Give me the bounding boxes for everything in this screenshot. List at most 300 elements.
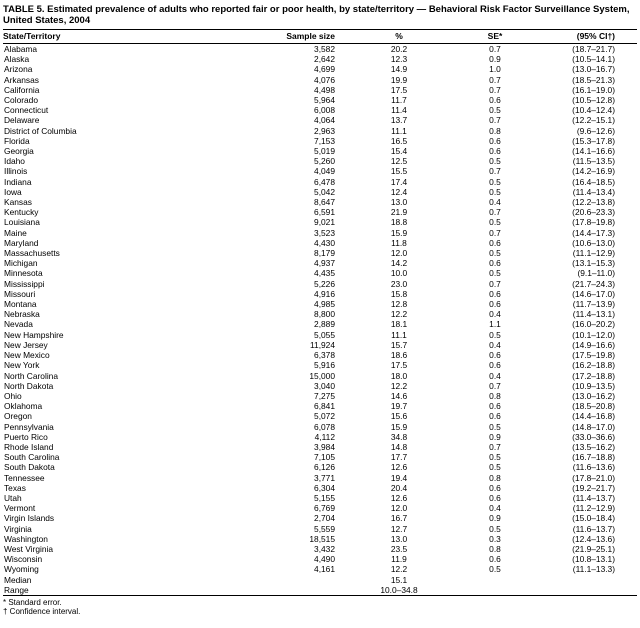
cell-standard-error: 0.6 — [489, 350, 501, 361]
cell-percent: 15.8 — [390, 288, 408, 299]
cell-confidence-interval: (9.1–11.0) — [577, 268, 615, 279]
cell-sample-size: 5,042 — [314, 186, 335, 197]
cell-state: Florida — [4, 135, 30, 146]
table-row — [3, 299, 637, 309]
cell-confidence-interval: (12.4–13.6) — [572, 533, 615, 544]
cell-sample-size: 2,889 — [314, 319, 335, 330]
cell-sample-size: 2,642 — [314, 54, 335, 65]
cell-standard-error: 0.8 — [489, 125, 501, 136]
table-row — [3, 411, 637, 421]
cell-percent: 10.0 — [390, 268, 408, 279]
table-row — [3, 534, 637, 544]
cell-confidence-interval: (11.7–13.9) — [572, 299, 615, 310]
cell-percent: 12.8 — [390, 299, 408, 310]
cell-confidence-interval: (17.8–19.8) — [572, 217, 615, 228]
cell-confidence-interval: (33.0–36.6) — [572, 431, 615, 442]
cell-sample-size: 5,559 — [314, 523, 335, 534]
cell-sample-size: 4,161 — [314, 564, 335, 575]
table-row — [3, 75, 637, 85]
cell-state: Median — [4, 574, 32, 585]
cell-sample-size: 4,985 — [314, 299, 335, 310]
cell-sample-size: 7,275 — [314, 390, 335, 401]
cell-standard-error: 0.6 — [489, 135, 501, 146]
cell-percent: 17.4 — [390, 176, 408, 187]
table-row — [3, 136, 637, 146]
table-row — [3, 166, 637, 176]
table-row — [3, 95, 637, 105]
cell-sample-size: 6,841 — [314, 401, 335, 412]
cell-percent: 15.7 — [390, 339, 408, 350]
cell-percent: 17.5 — [390, 360, 408, 371]
cell-standard-error: 0.4 — [489, 370, 501, 381]
table-row — [3, 54, 637, 64]
cell-sample-size: 11,924 — [310, 339, 335, 350]
cell-percent: 11.1 — [391, 125, 407, 136]
cell-standard-error: 0.4 — [489, 503, 501, 514]
cell-percent: 20.2 — [390, 44, 408, 54]
table-row — [3, 513, 637, 523]
table-row — [3, 473, 637, 483]
table-row — [3, 217, 637, 227]
header-sample-size: Sample size — [259, 30, 335, 44]
cell-confidence-interval: (17.8–21.0) — [572, 472, 615, 483]
cell-standard-error: 0.5 — [489, 105, 501, 116]
cell-state: Tennessee — [4, 472, 45, 483]
cell-standard-error: 0.5 — [489, 176, 501, 187]
cell-percent: 14.2 — [390, 258, 408, 269]
cell-state: Massachusetts — [4, 248, 60, 259]
cell-percent: 11.9 — [391, 554, 407, 565]
cell-confidence-interval: (11.1–12.9) — [572, 248, 615, 259]
header-row — [3, 30, 637, 44]
cell-sample-size: 5,226 — [314, 278, 335, 289]
cell-percent: 21.9 — [390, 207, 408, 218]
cell-state: Louisiana — [4, 217, 40, 228]
table-row — [3, 432, 637, 442]
cell-state: Delaware — [4, 115, 40, 126]
cell-percent: 13.7 — [390, 115, 408, 126]
cell-state: Rhode Island — [4, 441, 54, 452]
table-row — [3, 207, 637, 217]
cell-sample-size: 6,304 — [314, 482, 335, 493]
table-row — [3, 381, 637, 391]
cell-confidence-interval: (18.5–21.3) — [572, 74, 615, 85]
cell-state: Connecticut — [4, 105, 49, 116]
cell-state: New Jersey — [4, 339, 48, 350]
cell-sample-size: 5,964 — [314, 95, 335, 106]
cell-standard-error: 0.5 — [489, 268, 501, 279]
cell-percent: 12.0 — [390, 503, 408, 514]
prevalence-table — [3, 29, 637, 596]
cell-sample-size: 5,260 — [314, 156, 335, 167]
table-row — [3, 268, 637, 278]
cell-confidence-interval: (13.0–16.7) — [572, 64, 615, 75]
header-confidence-interval: (95% CI†) — [527, 30, 637, 44]
cell-confidence-interval: (11.1–13.3) — [572, 564, 615, 575]
cell-state: Colorado — [4, 95, 38, 106]
table-row — [3, 177, 637, 187]
cell-state: Montana — [4, 299, 37, 310]
cell-sample-size: 3,771 — [314, 472, 335, 483]
cell-state: Kentucky — [4, 207, 39, 218]
cell-state: Oregon — [4, 411, 32, 422]
cell-sample-size: 6,769 — [314, 503, 335, 514]
cell-percent: 14.9 — [390, 64, 408, 75]
cell-sample-size: 4,076 — [314, 74, 335, 85]
table-row — [3, 228, 637, 238]
table-row — [3, 126, 637, 136]
table-row — [3, 197, 637, 207]
cell-percent: 12.2 — [390, 380, 408, 391]
table-row — [3, 115, 637, 125]
cell-confidence-interval: (10.8–13.1) — [572, 554, 615, 565]
cell-standard-error: 0.6 — [489, 554, 501, 565]
cell-standard-error: 0.5 — [489, 462, 501, 473]
cell-standard-error: 0.6 — [489, 258, 501, 269]
cell-standard-error: 0.6 — [489, 299, 501, 310]
cell-percent: 19.9 — [390, 74, 408, 85]
table-row — [3, 238, 637, 248]
cell-confidence-interval: (17.2–18.8) — [572, 370, 615, 381]
cell-standard-error: 0.5 — [489, 421, 501, 432]
cell-confidence-interval: (16.1–19.0) — [572, 84, 615, 95]
cell-sample-size: 7,105 — [314, 452, 335, 463]
cell-standard-error: 0.6 — [489, 411, 501, 422]
cell-standard-error: 0.5 — [489, 564, 501, 575]
cell-sample-size: 2,963 — [314, 125, 335, 136]
cell-sample-size: 4,064 — [314, 115, 335, 126]
cell-standard-error: 0.6 — [489, 401, 501, 412]
cell-sample-size: 8,800 — [314, 309, 335, 320]
cell-sample-size: 4,699 — [314, 64, 335, 75]
cell-confidence-interval: (14.4–17.3) — [572, 227, 615, 238]
cell-sample-size: 3,040 — [314, 380, 335, 391]
cell-state: Missouri — [4, 288, 36, 299]
cell-sample-size: 15,000 — [309, 370, 335, 381]
cell-confidence-interval: (16.2–18.8) — [572, 360, 615, 371]
cell-state: Mississippi — [4, 278, 45, 289]
cell-sample-size: 5,055 — [314, 329, 335, 340]
cell-confidence-interval: (13.1–15.3) — [572, 258, 615, 269]
cell-state: Maryland — [4, 237, 39, 248]
cell-percent: 16.5 — [390, 135, 408, 146]
cell-state: Virginia — [4, 523, 32, 534]
cell-percent: 18.8 — [390, 217, 408, 228]
cell-sample-size: 5,916 — [314, 360, 335, 371]
footnote-confidence-interval: † Confidence interval. — [3, 607, 81, 617]
cell-state: Michigan — [4, 258, 38, 269]
cell-state: North Dakota — [4, 380, 54, 391]
table-row — [3, 319, 637, 329]
cell-percent: 15.1 — [390, 574, 408, 585]
cell-percent: 15.6 — [390, 411, 408, 422]
cell-state: Minnesota — [4, 268, 43, 279]
cell-state: Washington — [4, 533, 48, 544]
cell-percent: 10.0–34.8 — [380, 584, 418, 595]
cell-confidence-interval: (10.5–12.8) — [572, 95, 615, 106]
cell-state: Ohio — [4, 390, 22, 401]
cell-confidence-interval: (16.4–18.5) — [572, 176, 615, 187]
cell-confidence-interval: (17.5–19.8) — [572, 350, 615, 361]
cell-state: Nevada — [4, 319, 33, 330]
table-row — [3, 64, 637, 74]
cell-confidence-interval: (16.0–20.2) — [572, 319, 615, 330]
table-row — [3, 544, 637, 554]
cell-sample-size: 3,432 — [314, 543, 335, 554]
cell-percent: 20.4 — [390, 482, 408, 493]
cell-sample-size: 6,591 — [314, 207, 335, 218]
cell-standard-error: 0.7 — [489, 207, 501, 218]
cell-confidence-interval: (14.4–16.8) — [572, 411, 615, 422]
cell-sample-size: 6,078 — [314, 421, 335, 432]
cell-confidence-interval — [527, 585, 637, 596]
cell-standard-error: 0.4 — [489, 309, 501, 320]
cell-standard-error: 0.3 — [489, 533, 501, 544]
cell-standard-error: 0.6 — [489, 146, 501, 157]
cell-percent: 14.6 — [390, 390, 408, 401]
cell-standard-error: 0.9 — [489, 513, 501, 524]
table-row — [3, 156, 637, 166]
cell-confidence-interval: (15.0–18.4) — [572, 513, 615, 524]
cell-sample-size: 2,704 — [314, 513, 335, 524]
cell-sample-size: 4,916 — [314, 288, 335, 299]
cell-state: Idaho — [4, 156, 25, 167]
cell-sample-size — [259, 575, 335, 585]
cell-standard-error — [463, 575, 527, 585]
cell-confidence-interval: (13.0–16.2) — [572, 390, 615, 401]
cell-standard-error: 1.0 — [489, 64, 501, 75]
cell-percent: 18.6 — [390, 350, 408, 361]
cell-state: Puerto Rico — [4, 431, 48, 442]
cell-confidence-interval: (10.5–14.1) — [572, 54, 615, 65]
cell-standard-error: 1.1 — [489, 319, 501, 330]
table-row — [3, 248, 637, 258]
header-state-territory: State/Territory — [3, 30, 259, 44]
cell-standard-error: 0.9 — [489, 431, 501, 442]
cell-confidence-interval: (19.2–21.7) — [572, 482, 615, 493]
cell-standard-error: 0.8 — [489, 472, 501, 483]
cell-standard-error: 0.7 — [489, 166, 501, 177]
cell-sample-size: 6,478 — [314, 176, 335, 187]
cell-sample-size: 5,155 — [314, 492, 335, 503]
cell-standard-error: 0.5 — [489, 523, 501, 534]
table-row — [3, 44, 637, 55]
table-row — [3, 330, 637, 340]
cell-standard-error: 0.7 — [489, 380, 501, 391]
cell-sample-size: 6,126 — [314, 462, 335, 473]
cell-state: Wyoming — [4, 564, 39, 575]
cell-percent: 12.6 — [390, 492, 408, 503]
cell-percent: 12.5 — [390, 156, 408, 167]
table-row — [3, 564, 637, 574]
cell-sample-size: 4,049 — [314, 166, 335, 177]
cell-standard-error: 0.7 — [489, 74, 501, 85]
cell-state: Illinois — [4, 166, 28, 177]
table-row — [3, 258, 637, 268]
cell-confidence-interval: (10.6–13.0) — [572, 237, 615, 248]
cell-percent: 12.6 — [390, 462, 408, 473]
table-row — [3, 422, 637, 432]
cell-standard-error: 0.7 — [489, 278, 501, 289]
cell-standard-error: 0.5 — [489, 156, 501, 167]
cell-percent: 19.4 — [390, 472, 408, 483]
cell-sample-size: 5,019 — [314, 146, 335, 157]
table-row — [3, 575, 637, 585]
cell-confidence-interval: (11.2–12.9) — [572, 503, 615, 514]
table-row — [3, 340, 637, 350]
cell-state: New Mexico — [4, 350, 50, 361]
cell-percent: 13.0 — [390, 197, 408, 208]
cell-standard-error: 0.7 — [489, 84, 501, 95]
cell-percent: 23.0 — [390, 278, 408, 289]
cell-standard-error: 0.5 — [489, 217, 501, 228]
cell-percent: 11.8 — [391, 237, 407, 248]
cell-standard-error: 0.5 — [489, 186, 501, 197]
table-row — [3, 391, 637, 401]
cell-state: Virgin Islands — [4, 513, 55, 524]
cell-percent: 19.7 — [390, 401, 408, 412]
cell-sample-size: 3,523 — [314, 227, 335, 238]
footnote-standard-error: * Standard error. — [3, 597, 62, 607]
cell-standard-error: 0.6 — [489, 360, 501, 371]
table-row — [3, 360, 637, 370]
cell-state: Oklahoma — [4, 401, 43, 412]
cell-confidence-interval: (10.4–12.4) — [572, 105, 615, 116]
cell-percent: 12.4 — [390, 186, 408, 197]
cell-standard-error: 0.8 — [489, 543, 501, 554]
cell-confidence-interval: (11.4–13.7) — [572, 492, 615, 503]
cell-state: Vermont — [4, 503, 36, 514]
cell-standard-error: 0.7 — [489, 441, 501, 452]
table-row — [3, 401, 637, 411]
cell-confidence-interval: (14.1–16.6) — [572, 146, 615, 157]
table-body — [3, 44, 637, 596]
cell-percent: 15.5 — [390, 166, 408, 177]
cell-confidence-interval: (21.7–24.3) — [572, 278, 615, 289]
cell-confidence-interval: (14.2–16.9) — [572, 166, 615, 177]
cell-percent: 15.9 — [390, 227, 408, 238]
cell-sample-size: 6,008 — [314, 105, 335, 116]
cell-percent: 34.8 — [390, 431, 408, 442]
cell-confidence-interval: (11.4–13.1) — [572, 309, 615, 320]
cell-confidence-interval: (12.2–13.8) — [572, 197, 615, 208]
table-row — [3, 585, 637, 596]
cell-standard-error: 0.6 — [489, 237, 501, 248]
header-percent: % — [335, 30, 463, 44]
table-row — [3, 187, 637, 197]
cell-sample-size: 4,490 — [314, 554, 335, 565]
cell-sample-size: 3,582 — [314, 44, 335, 54]
cell-sample-size: 7,153 — [314, 135, 335, 146]
cell-state: New York — [4, 360, 40, 371]
cell-confidence-interval: (18.5–20.8) — [572, 401, 615, 412]
cell-state: Arizona — [4, 64, 33, 75]
cell-sample-size — [259, 585, 335, 596]
cell-state: Wisconsin — [4, 554, 43, 565]
cell-sample-size: 6,378 — [314, 350, 335, 361]
cell-state: Arkansas — [4, 74, 39, 85]
cell-confidence-interval: (16.7–18.8) — [572, 452, 615, 463]
cell-standard-error: 0.6 — [489, 288, 501, 299]
cell-sample-size: 18,515 — [309, 533, 335, 544]
cell-standard-error: 0.4 — [489, 197, 501, 208]
cell-standard-error — [463, 585, 527, 596]
cell-standard-error: 0.6 — [489, 492, 501, 503]
cell-percent: 12.2 — [390, 309, 408, 320]
cell-state: West Virginia — [4, 543, 54, 554]
cell-state: New Hampshire — [4, 329, 64, 340]
cell-percent: 12.2 — [390, 564, 408, 575]
cell-percent: 11.1 — [391, 329, 407, 340]
cell-percent: 17.7 — [390, 452, 408, 463]
table-row — [3, 85, 637, 95]
cell-percent: 14.8 — [390, 441, 408, 452]
cell-confidence-interval: (10.9–13.5) — [572, 380, 615, 391]
table-row — [3, 452, 637, 462]
cell-percent: 12.0 — [390, 248, 408, 259]
cell-state: Nebraska — [4, 309, 40, 320]
table-title: TABLE 5. Estimated prevalence of adults who reported fair or poor health, by state/territory — Behavioral Risk Factor Surveillance System, United States, 2004 — [3, 4, 630, 26]
cell-sample-size: 4,498 — [314, 84, 335, 95]
cell-state: South Dakota — [4, 462, 55, 473]
cell-confidence-interval: (11.5–13.5) — [572, 156, 615, 167]
cell-percent: 11.4 — [391, 105, 407, 116]
cell-percent: 16.7 — [390, 513, 408, 524]
cell-percent: 11.7 — [391, 95, 407, 106]
cell-state: Alaska — [4, 54, 30, 65]
cell-state: Georgia — [4, 146, 34, 157]
table-row — [3, 493, 637, 503]
cell-standard-error: 0.7 — [489, 115, 501, 126]
cell-sample-size: 4,112 — [314, 431, 335, 442]
table-row — [3, 146, 637, 156]
cell-standard-error: 0.5 — [489, 248, 501, 259]
cell-confidence-interval: (15.3–17.8) — [572, 135, 615, 146]
cell-standard-error: 0.9 — [489, 54, 501, 65]
cell-standard-error: 0.4 — [489, 339, 501, 350]
cell-state: California — [4, 84, 40, 95]
table-row — [3, 462, 637, 472]
cell-standard-error: 0.6 — [489, 482, 501, 493]
table-row — [3, 350, 637, 360]
table-row — [3, 309, 637, 319]
cell-sample-size: 4,435 — [314, 268, 335, 279]
header-standard-error: SE* — [463, 30, 527, 44]
cell-state: Alabama — [4, 44, 38, 54]
table-row — [3, 289, 637, 299]
cell-confidence-interval: (21.9–25.1) — [572, 543, 615, 554]
cell-state: Texas — [4, 482, 26, 493]
cell-state: District of Columbia — [4, 125, 77, 136]
cell-confidence-interval: (9.6–12.6) — [576, 125, 615, 136]
table-row — [3, 554, 637, 564]
cell-percent: 18.0 — [390, 370, 408, 381]
cell-state: North Carolina — [4, 370, 58, 381]
cell-sample-size: 3,984 — [314, 441, 335, 452]
cell-sample-size: 5,072 — [314, 411, 335, 422]
cell-percent: 12.7 — [390, 523, 408, 534]
cell-percent: 12.3 — [390, 54, 408, 65]
cell-standard-error: 0.7 — [489, 44, 501, 54]
cell-confidence-interval: (13.5–16.2) — [572, 441, 615, 452]
cell-state: Kansas — [4, 197, 32, 208]
cell-percent: 15.9 — [390, 421, 408, 432]
cell-standard-error: 0.7 — [489, 227, 501, 238]
cell-standard-error: 0.5 — [489, 452, 501, 463]
cell-sample-size: 4,937 — [314, 258, 335, 269]
cell-percent: 15.4 — [390, 146, 408, 157]
cell-state: Maine — [4, 227, 27, 238]
